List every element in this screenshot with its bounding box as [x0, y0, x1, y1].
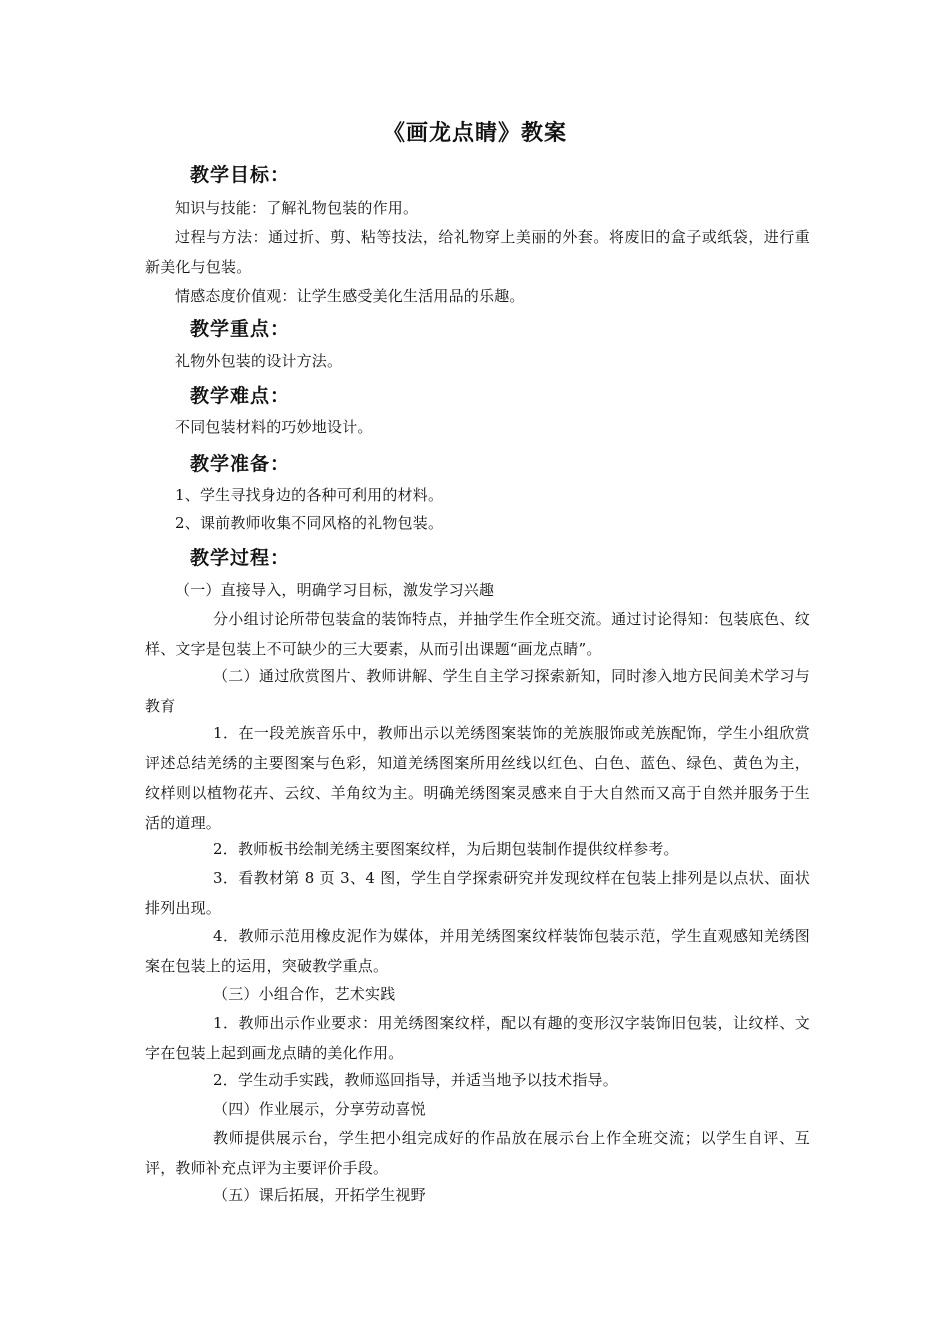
document-title: 《画龙点睛》教案 [382, 121, 567, 146]
step2-title: （二）通过欣赏图片、教师讲解、学生自主学习探索新知，同时渗入地方民间美术学习与教育 [145, 667, 810, 715]
heading-preparation: 教学准备： [190, 453, 291, 475]
step4-text: 教师提供展示台，学生把小组完成好的作品放在展示台上作全班交流；以学生自评、互评，教师补充点评为主要评价手段。 [145, 1129, 810, 1177]
key-points-text: 礼物外包装的设计方法。 [175, 352, 343, 370]
preparation-item: 1、学生寻找身边的各种可利用的材料。 [175, 486, 444, 504]
goal-process: 过程与方法：通过折、剪、粘等技法，给礼物穿上美丽的外套。将废旧的盒子或纸袋，进行重新美化与包装。 [145, 228, 810, 276]
step3-title: （三）小组合作，艺术实践 [213, 985, 396, 1003]
heading-teaching-goals: 教学目标： [190, 164, 291, 186]
goal-knowledge: 知识与技能：了解礼物包装的作用。 [175, 199, 419, 217]
heading-procedure: 教学过程： [190, 547, 291, 569]
step1-text: 分小组讨论所带包装盒的装饰特点，并抽学生作全班交流。通过讨论得知：包装底色、纹样、文字是包装上不可缺少的三大要素，从而引出课题“画龙点睛”。 [145, 610, 810, 658]
heading-difficulties: 教学难点： [190, 385, 291, 407]
step2-item: 1．在一段羌族音乐中，教师出示以羌绣图案装饰的羌族服饰或羌族配饰，学生小组欣赏评述总结羌绣的主要图案与色彩，知道羌绣图案所用丝线以红色、白色、蓝色、绿色、黄色为主，纹样则以植物花卉、云纹、羊角纹为主。明确羌绣图案灵感来自于大自然而又高于自然并服务于生活的道理。 [145, 724, 810, 832]
step3-item: 1．教师出示作业要求：用羌绣图案纹样，配以有趣的变形汉字装饰旧包装，让纹样、文字在包装上起到画龙点睛的美化作用。 [145, 1014, 810, 1062]
step4-title: （四）作业展示，分享劳动喜悦 [213, 1100, 426, 1118]
step2-item: 3．看教材第 8 页 3、4 图，学生自学探索研究并发现纹样在包装上排列是以点状、面状排列出现。 [145, 869, 810, 917]
step2-item: 4．教师示范用橡皮泥作为媒体，并用羌绣图案纹样装饰包装示范，学生直观感知羌绣图案在包装上的运用，突破教学重点。 [145, 927, 810, 975]
step1-title: （一）直接导入，明确学习目标，激发学习兴趣 [175, 581, 495, 599]
difficulties-text: 不同包装材料的巧妙地设计。 [175, 418, 373, 436]
preparation-item: 2、课前教师收集不同风格的礼物包装。 [175, 514, 444, 532]
step3-item: 2．学生动手实践，教师巡回指导，并适当地予以技术指导。 [213, 1071, 618, 1089]
goal-emotion: 情感态度价值观：让学生感受美化生活用品的乐趣。 [175, 287, 525, 305]
step5-title: （五）课后拓展，开拓学生视野 [213, 1186, 426, 1204]
step2-item: 2．教师板书绘制羌绣主要图案纹样，为后期包装制作提供纹样参考。 [213, 840, 679, 858]
heading-key-points: 教学重点： [190, 318, 291, 340]
